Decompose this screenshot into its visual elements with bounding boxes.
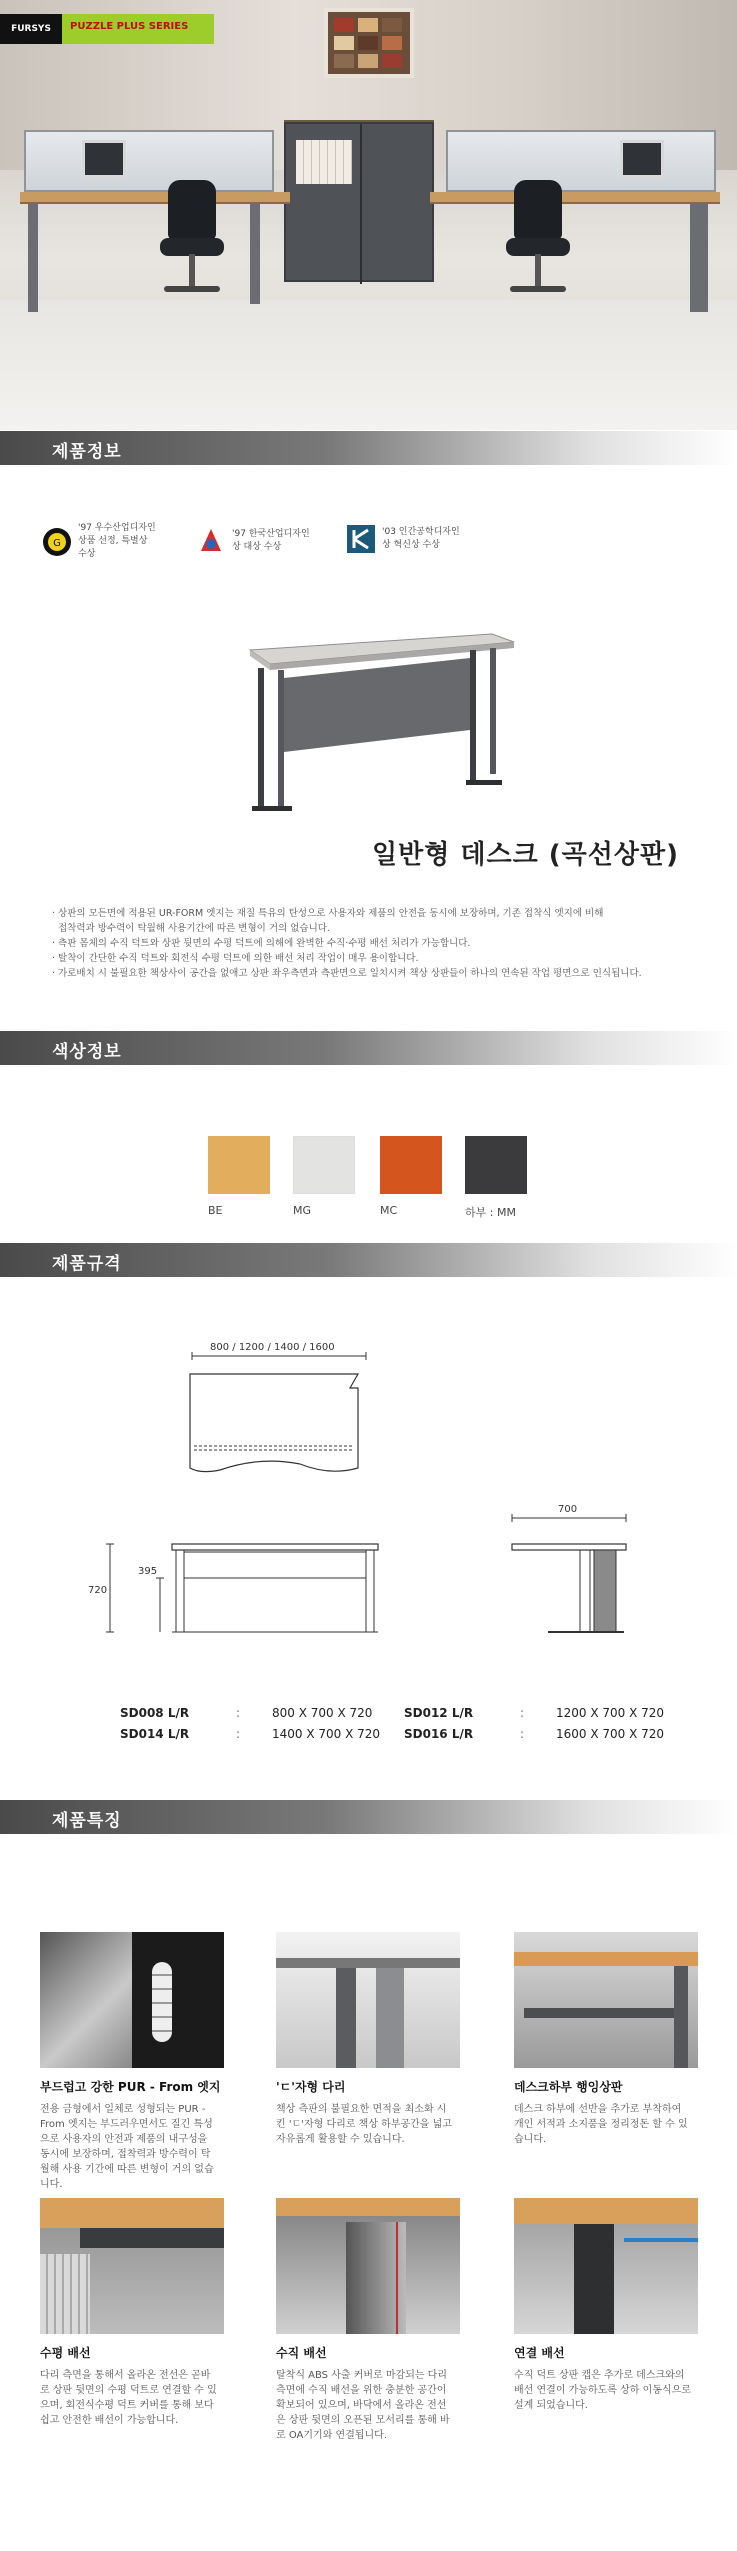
bullet-text: · 가로배치 시 불필요한 책상사이 공간을 없애고 상판 좌우측면과 측판면으로 일치시켜 책상 상판들이 하나의 연속된 작업 평면으로 인식됩니다. xyxy=(52,968,642,979)
top-view-drawing xyxy=(180,1352,380,1488)
feature-desc: 전용 금형에서 일체로 성형되는 PUR - From 엣지는 부드러우면서도 질긴 특성으로 사용자의 안전과 제품의 내구성을 동시에 보장하며, 접착력과 방수력이 탁월해 사용 기간에 따른 변형이 거의 없습니다. xyxy=(40,2104,214,2190)
wall-picture xyxy=(324,8,414,78)
color-label: 하부 : MM xyxy=(465,1206,516,1219)
feature-image-shelf xyxy=(514,1932,698,2068)
feature-desc: 다리 측면을 통해서 올라온 전선은 곧바로 상판 뒷면의 수평 덕트로 연결할 수 있으며, 회전식수평 덕트 커버를 통해 보다 쉽고 안전한 배선이 가능합니다. xyxy=(40,2370,217,2426)
spec-row: SD008 L/R : 800 X 700 X 720 xyxy=(120,1706,373,1720)
color-swatch-be xyxy=(208,1136,270,1194)
feature-image-connection-wiring xyxy=(514,2198,698,2334)
award-3: '03 인간공학디자인 상 혁신상 수상 xyxy=(346,524,460,554)
color-swatch-mc xyxy=(380,1136,442,1194)
hero-floor xyxy=(0,300,737,430)
section-header-color-info: 색상정보 xyxy=(0,1031,737,1065)
bullet-text: · 탈착이 간단한 수직 덕트와 회전식 수평 덕트에 의한 배선 처리 작업이 매우 용이합니다. xyxy=(52,953,419,964)
award-1: G '97 우수산업디자인 상품 선정, 특별상 수상 xyxy=(42,522,156,561)
brand-logo: FURSYS xyxy=(0,14,62,44)
binders xyxy=(296,140,352,184)
feature-image-leg xyxy=(276,1932,460,2068)
monitor-right xyxy=(620,140,664,178)
award-2: '97 한국산업디자인 상 대상 수상 xyxy=(196,526,310,556)
desk-product-image xyxy=(230,620,520,820)
monitor-left xyxy=(82,140,126,178)
width-dimension: 800 / 1200 / 1400 / 1600 xyxy=(210,1342,335,1353)
cabinet-divider xyxy=(360,124,362,284)
front-view-drawing xyxy=(104,1530,384,1640)
color-label: BE xyxy=(208,1204,223,1217)
series-name: PUZZLE PLUS SERIES xyxy=(70,21,189,32)
inner-height-dimension: 395 xyxy=(138,1566,158,1577)
color-label: MC xyxy=(380,1204,398,1217)
office-chair-left xyxy=(160,180,224,300)
feature-title: 'ㄷ'자형 다리 xyxy=(276,2080,346,2094)
design-award-icon xyxy=(42,527,72,557)
feature-image-edge xyxy=(40,1932,224,2068)
section-header-product-info: 제품정보 xyxy=(0,431,737,465)
height-dimension: 720 xyxy=(88,1585,108,1596)
hero-photo xyxy=(0,0,737,430)
feature-title: 연결 배선 xyxy=(514,2346,565,2360)
desk-leg xyxy=(250,204,260,304)
kidp-award-icon xyxy=(196,526,226,556)
spec-row: SD014 L/R : 1400 X 700 X 720 xyxy=(120,1727,381,1741)
product-title: 일반형 데스크 (곡선상판) xyxy=(372,840,680,870)
bullet-text: · 측판 몸체의 수직 덕트와 상판 뒷면의 수평 덕트에 의해에 완벽한 수직·수평 배선 처리가 가능합니다. xyxy=(52,938,471,949)
desk-left xyxy=(20,192,290,204)
color-swatch-mm xyxy=(465,1136,527,1194)
feature-desc: 수직 덕트 상판 캡은 추가로 데스크와의 배선 연결이 가능하도록 상하 이동식으로 설계 되었습니다. xyxy=(514,2370,691,2411)
bullet-text: · 상판의 모든면에 적용된 UR-FORM 엣지는 재질 특유의 탄성으로 사용자와 제품의 안전을 동시에 보장하며, 기존 접착식 엣지에 비해 xyxy=(52,908,604,919)
feature-title: 수평 배선 xyxy=(40,2346,91,2360)
feature-image-horizontal-wiring xyxy=(40,2198,224,2334)
partition-right xyxy=(446,130,716,192)
depth-dimension: 700 xyxy=(558,1504,578,1515)
desk-leg xyxy=(690,204,708,312)
svg-text:G: G xyxy=(53,537,61,549)
spec-row: SD012 L/R : 1200 X 700 X 720 xyxy=(404,1706,665,1720)
section-header-features: 제품특징 xyxy=(0,1800,737,1834)
spec-row: SD016 L/R : 1600 X 700 X 720 xyxy=(404,1727,665,1741)
desk-right xyxy=(430,192,720,204)
side-view-drawing xyxy=(508,1510,632,1640)
office-chair-right xyxy=(506,180,570,300)
color-label: MG xyxy=(293,1204,312,1217)
color-swatch-mg xyxy=(293,1136,355,1194)
desk-leg xyxy=(28,204,38,312)
bullet-text: 접착력과 방수력이 탁월해 사용기간에 따른 변형이 거의 없습니다. xyxy=(58,923,330,934)
section-header-spec: 제품규격 xyxy=(0,1243,737,1277)
partition-left xyxy=(24,130,274,192)
feature-title: 수직 배선 xyxy=(276,2346,327,2360)
feature-desc: 탈착식 ABS 사출 커버로 마감되는 다리 측면에 수직 배선을 위한 충분한 공간이 확보되어 있으며, 바닥에서 올라온 전선은 상판 뒷면의 오픈된 모서리를 통해 바로 OA기기와 연결됩니다. xyxy=(276,2370,450,2441)
ergonomics-award-icon xyxy=(346,524,376,554)
feature-image-vertical-wiring xyxy=(276,2198,460,2334)
feature-title: 데스크하부 행잉상판 xyxy=(514,2080,623,2094)
product-description xyxy=(52,906,712,981)
feature-title: 부드럽고 강한 PUR - From 엣지 xyxy=(40,2080,221,2094)
feature-desc: 데스크 하부에 선반을 추가로 부착하여 개인 서적과 소지품을 정리정돈 할 수 있습니다. xyxy=(514,2104,688,2145)
feature-desc: 책상 측판의 불필요한 면적을 최소화 시킨 'ㄷ'자형 다리로 책상 하부공간을 넓고 자유롭게 활용할 수 있습니다. xyxy=(276,2104,452,2145)
